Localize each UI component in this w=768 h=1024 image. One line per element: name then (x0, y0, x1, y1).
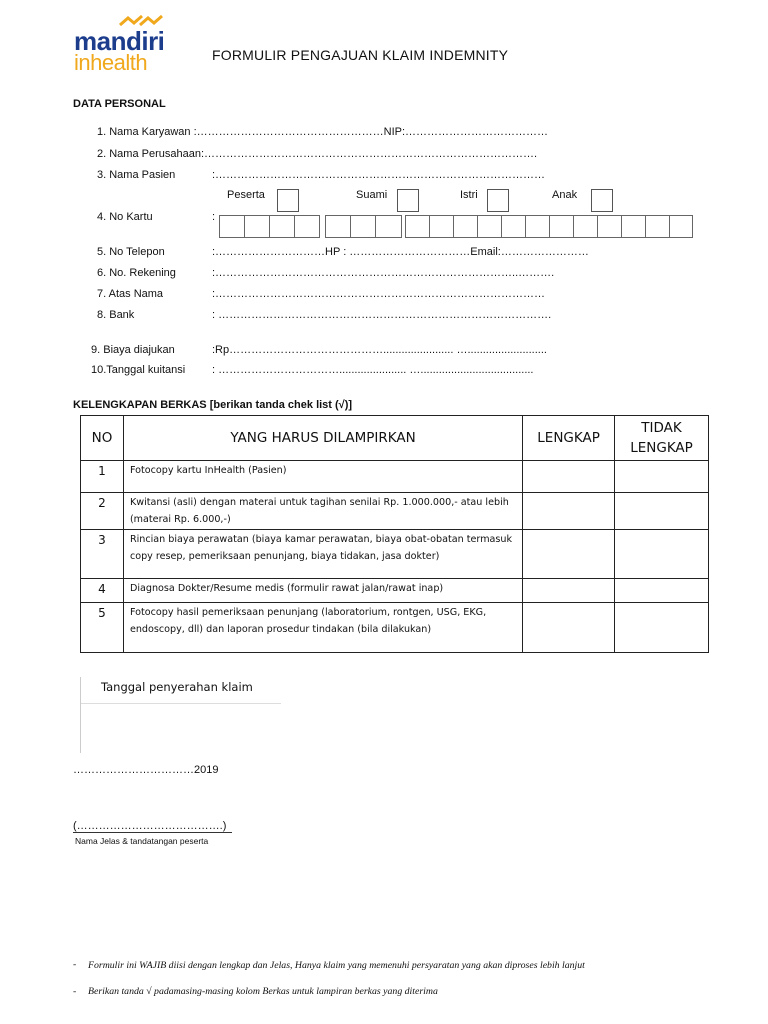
field-rekening[interactable]: :………………………………………………………………………..………. (212, 267, 555, 279)
field-nama-pasien[interactable]: :……………………………………………………………………………… (212, 169, 546, 181)
table-row (81, 461, 709, 493)
cell-tidak-lengkap[interactable] (615, 579, 709, 603)
signature-caption: Nama Jelas & tandatangan peserta (75, 836, 209, 846)
cell-lengkap[interactable] (523, 579, 615, 603)
logo-brand: mandiri (74, 26, 165, 56)
colon-no-kartu: : (212, 211, 216, 223)
field-bank[interactable]: : ………………………………………………………………………………. (212, 309, 552, 321)
note-1: Formulir ini WAJIB diisi dengan lengkap dan Jelas, Hanya klaim yang memenuhi persyaratan yang akan diproses lebih lanjut (88, 960, 585, 971)
row-desc: Kwitansi (asli) dengan materai untuk tagihan senilai Rp. 1.000.000,- atau lebih (materai Rp. 6.000,-) (123, 493, 522, 530)
row-desc: Fotocopy hasil pemeriksaan penunjang (laboratorium, rontgen, USG, EKG, endoscopy, dll) dan laporan prosedur tindakan (bila dilakukan) (123, 603, 522, 653)
checkbox-anak[interactable] (591, 189, 613, 212)
note-2: Berikan tanda √ padamasing-masing kolom Berkas untuk lampiran berkas yang diterima (88, 986, 438, 997)
col-no: NO (81, 416, 124, 461)
divider (81, 703, 281, 704)
col-lengkap: LENGKAP (523, 416, 615, 461)
row-desc: Diagnosa Dokter/Resume medis (formulir rawat jalan/rawat inap) (123, 579, 522, 603)
row-no: 5 (81, 603, 124, 653)
checkbox-peserta[interactable] (277, 189, 299, 212)
label-atas-nama: 7. Atas Nama (97, 288, 164, 300)
label-no-kartu: 4. No Kartu (97, 211, 153, 223)
note-bullet: - (73, 959, 77, 970)
label-biaya-diajukan: 9. Biaya diajukan (91, 344, 175, 356)
date-line[interactable]: ……………………………2019 (73, 764, 219, 776)
tanggal-penyerahan-box[interactable] (80, 677, 281, 753)
field-tanggal-kuitansi[interactable]: : ……………………………...................... …..................................... (212, 364, 534, 376)
card-number-group-2[interactable] (325, 215, 402, 238)
cell-tidak-lengkap[interactable] (615, 461, 709, 493)
label-suami: Suami (356, 189, 388, 201)
field-nama-karyawan[interactable]: 1. Nama Karyawan :……………………………………………NIP:………………………………… (97, 126, 549, 138)
logo-sub: inhealth (74, 50, 148, 75)
cell-lengkap[interactable] (523, 493, 615, 530)
field-nama-perusahaan[interactable]: 2. Nama Perusahaan:………………………………………………………………………………. (97, 148, 538, 160)
cell-lengkap[interactable] (523, 461, 615, 493)
table-header (81, 416, 709, 461)
label-bank: 8. Bank (97, 309, 135, 321)
cell-lengkap[interactable] (523, 530, 615, 579)
col-tidak-lengkap: TIDAK LENGKAP (615, 416, 709, 461)
section-kelengkapan: KELENGKAPAN BERKAS [berikan tanda chek list (√)] (73, 399, 353, 411)
label-peserta: Peserta (227, 189, 265, 201)
row-no: 1 (81, 461, 124, 493)
card-number-group-3[interactable] (405, 215, 693, 238)
label-istri: Istri (460, 189, 478, 201)
label-anak: Anak (552, 189, 578, 201)
cell-tidak-lengkap[interactable] (615, 603, 709, 653)
field-telepon[interactable]: :…………………………HP : ……………………………Email:…………………… (212, 246, 589, 258)
checkbox-suami[interactable] (397, 189, 419, 212)
cell-tidak-lengkap[interactable] (615, 530, 709, 579)
row-no: 2 (81, 493, 124, 530)
label-nama-pasien: 3. Nama Pasien (97, 169, 176, 181)
cell-tidak-lengkap[interactable] (615, 493, 709, 530)
card-number-group-1[interactable] (219, 215, 320, 238)
row-desc: Fotocopy kartu InHealth (Pasien) (123, 461, 522, 493)
row-no: 3 (81, 530, 124, 579)
table-row (81, 603, 709, 653)
field-biaya[interactable]: :Rp……………………………………....................... ….......................... (212, 344, 547, 356)
checkbox-istri[interactable] (487, 189, 509, 212)
section-data-personal: DATA PERSONAL (73, 98, 166, 110)
row-no: 4 (81, 579, 124, 603)
table-row (81, 530, 709, 579)
col-dokumen: YANG HARUS DILAMPIRKAN (123, 416, 522, 461)
row-desc: Rincian biaya perawatan (biaya kamar perawatan, biaya obat-obatan termasuk copy resep, pemeriksaan penunjang, biaya tidakan, jasa dokter) (123, 530, 522, 579)
label-no-telepon: 5. No Telepon (97, 246, 165, 258)
tanggal-penyerahan-label: Tanggal penyerahan klaim (101, 680, 253, 694)
cell-lengkap[interactable] (523, 603, 615, 653)
documents-table (80, 415, 709, 653)
field-atas-nama[interactable]: :……………………………………………………………………………… (212, 288, 546, 300)
note-bullet: - (73, 986, 77, 997)
table-row (81, 493, 709, 530)
table-row (81, 579, 709, 603)
label-tanggal-kuitansi: 10.Tanggal kuitansi (91, 364, 186, 376)
signature-line[interactable]: (………………………………….) (73, 820, 232, 833)
label-no-rekening: 6. No. Rekening (97, 267, 176, 279)
form-title: FORMULIR PENGAJUAN KLAIM INDEMNITY (212, 47, 509, 63)
